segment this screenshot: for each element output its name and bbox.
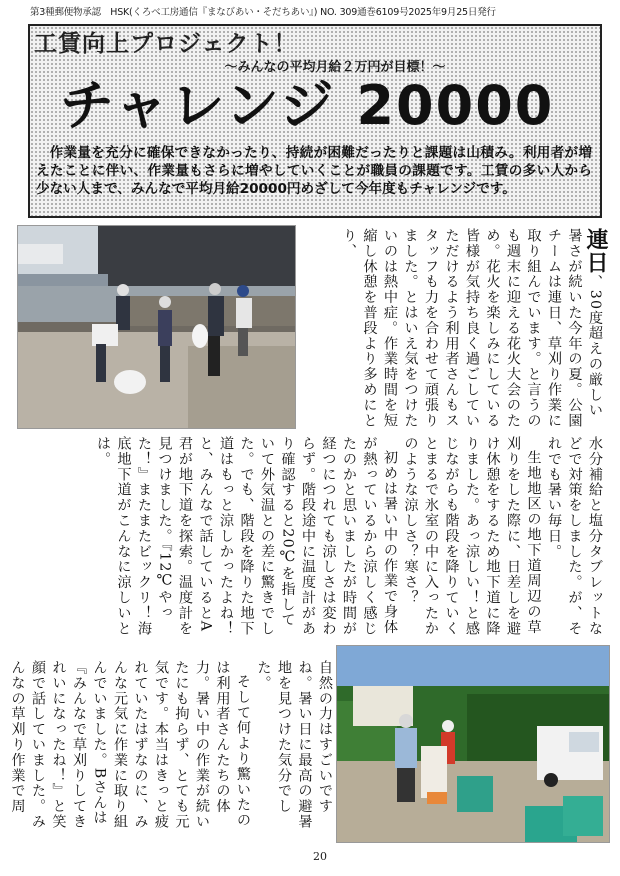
masthead: 第3種郵便物承認 HSK(くろべ工房通信『まなびあい・そだちあい』) NO. 309通巻6109号2025年9月25日発行	[30, 7, 496, 18]
article-block-2	[17, 436, 605, 640]
dropcap: 連日	[583, 228, 608, 275]
banner-title: 工賃向上プロジェクト！	[34, 31, 298, 57]
photo-grass-bags-team	[336, 645, 610, 843]
article-block-3	[9, 660, 335, 840]
paragraph: そして何より驚いたのは利用者さんたちの体力。暑い中の作業が続いたにも拘らず、とても元気です。本当はきっと疲れていたはずなのに、みんな元気に作業に取り組んでいました。Bさんは『みんなで草刈りしてきれいになったね！』と笑顔で話していました。みんなの草刈り作業で周	[9, 660, 251, 830]
project-banner	[28, 24, 602, 218]
banner-subtitle: ～みんなの平均月給２万円が目標！～	[224, 60, 446, 75]
page-number: 20	[313, 850, 327, 863]
banner-intro-text: 作業量を充分に確保できなかったり、持続が困難だったりと課題は山積み。利用者が増えたことに伴い、作業量もさらに増やしていくことが職員の課題です。工賃の多い人から少ない人まで、みんなで平均月給20000円めざして今年度もチャレンジです。	[36, 145, 592, 197]
article-block-1	[305, 228, 608, 430]
photo-grass-cutting-canal	[17, 225, 296, 429]
paragraph: 水分補給と塩分タブレットなどで対策をしました。が、それでも暑い毎日。	[546, 436, 603, 637]
paragraph: 初めは暑い中の作業で身体が熱っているから涼しく感じたのかと思いましたが時間が経つにつれても涼しさは変わらず。階段途中に温度計があり確認すると20℃を指していて外気温との差に驚きでした。でも、階段を降りた地下道はもっと涼しかったよね！と、みんなで話しているとA君が地下道を探索。温度計を見つけました。『12℃やった！』またまたビックリ！海底地下道がこんなに涼しいとは。	[95, 436, 398, 637]
challenge-headline: チャレンジ 20000	[60, 74, 555, 137]
article-text: 、30度超えの厳しい暑さが続いた今年の夏。公園チームは連日、草刈り作業に取り組んでいます。と言うのも週末に迎える花火大会のため。花火を楽しみにしている皆様が気持ち良く過ごしていただけるよう利用者さんもスタッフも力を合わせて頑張りました。とはいえ気をつけたいのは熱中症。作業時間を短縮し休憩を普段より多めにとり、	[341, 228, 603, 429]
paragraph: 自然の力はすごいですね。暑い日に最高の避暑地を見つけた気分でした。	[255, 660, 333, 830]
paragraph: 生地地区の地下道周辺の草刈りをした際に、日差しを避け休憩をするため地下道に降りました。あっ涼しい！と感じながらも階段を降りていくとまるで氷室の中に入ったかのような涼しさ？寒さ？	[402, 436, 542, 637]
